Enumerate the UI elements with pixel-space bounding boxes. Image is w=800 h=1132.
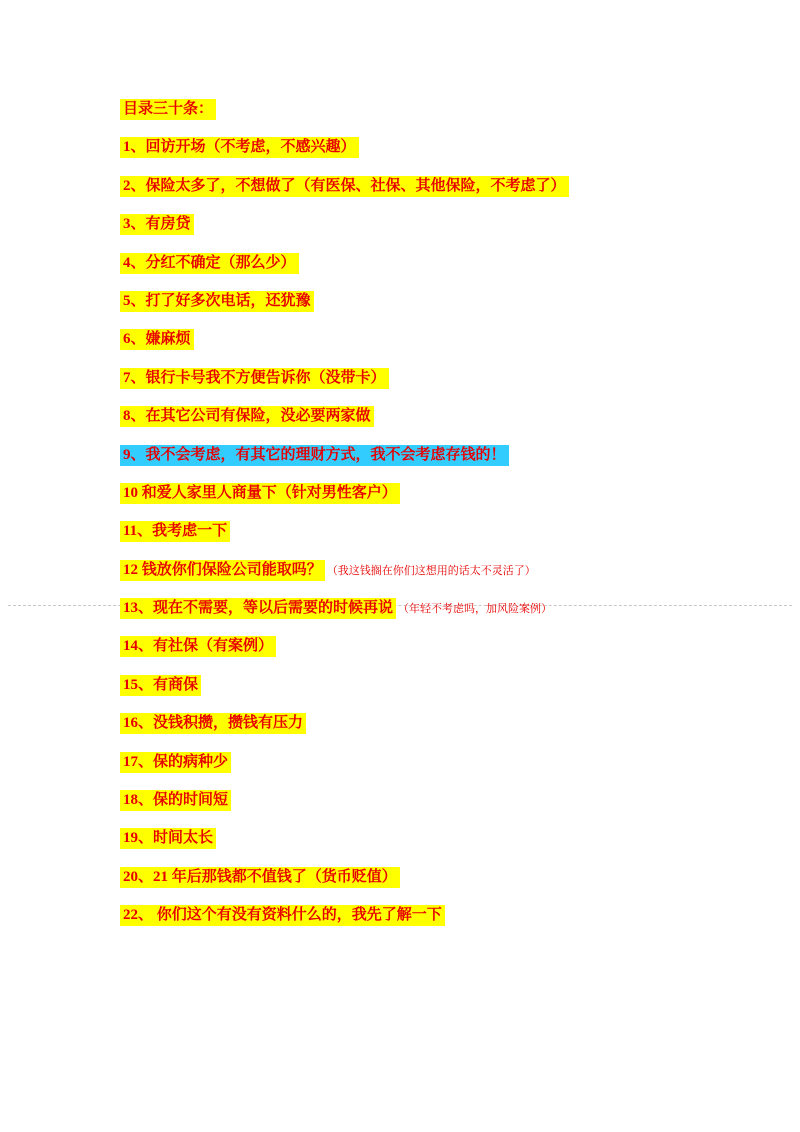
highlighted-text: 18、保的时间短	[120, 790, 231, 811]
highlighted-text: 7、银行卡号我不方便告诉你（没带卡）	[120, 368, 389, 389]
annotation-note: （我这钱搁在你们这想用的话太不灵活了）	[326, 564, 536, 577]
highlighted-text: 11、我考虑一下	[120, 521, 230, 542]
highlighted-text: 10 和爱人家里人商量下（针对男性客户）	[120, 483, 400, 504]
document-line	[120, 599, 720, 617]
document-line	[120, 484, 720, 502]
highlighted-text: 19、时间太长	[120, 828, 216, 849]
document-line	[120, 753, 720, 771]
highlighted-text: 20、21 年后那钱都不值钱了（货币贬值）	[120, 867, 400, 888]
highlighted-text: 1、回访开场（不考虑，不感兴趣）	[120, 137, 359, 158]
document-title-line	[120, 100, 720, 118]
highlighted-text: 15、有商保	[120, 675, 201, 696]
document-line	[120, 446, 720, 464]
highlighted-text: 4、分红不确定（那么少）	[120, 253, 299, 274]
document-line	[120, 522, 720, 540]
document-line	[120, 906, 720, 924]
document-line	[120, 177, 720, 195]
highlighted-text: 目录三十条：	[120, 99, 216, 120]
document-line	[120, 254, 720, 272]
highlighted-text: 17、保的病种少	[120, 752, 231, 773]
highlighted-text: 14、有社保（有案例）	[120, 636, 276, 657]
highlighted-text: 9、我不会考虑，有其它的理财方式，我不会考虑存钱的！	[120, 445, 509, 466]
document-line	[120, 868, 720, 886]
document-line	[120, 138, 720, 156]
document-body	[120, 100, 720, 945]
document-line	[120, 829, 720, 847]
annotation-note: （年轻不考虑吗，加风险案例）	[398, 603, 553, 616]
document-line	[120, 407, 720, 425]
highlighted-text: 8、在其它公司有保险，没必要两家做	[120, 406, 374, 427]
document-line	[120, 330, 720, 348]
highlighted-text: 12 钱放你们保险公司能取吗？	[120, 560, 325, 581]
document-line	[120, 561, 720, 579]
highlighted-text: 13、现在不需要，等以后需要的时候再说	[120, 598, 396, 619]
highlighted-text: 16、没钱积攒，攒钱有压力	[120, 713, 306, 734]
highlighted-text: 5、打了好多次电话，还犹豫	[120, 291, 314, 312]
document-line	[120, 215, 720, 233]
highlighted-text: 6、嫌麻烦	[120, 329, 194, 350]
highlighted-text: 3、有房贷	[120, 214, 194, 235]
highlighted-text: 2、保险太多了，不想做了（有医保、社保、其他保险，不考虑了）	[120, 176, 569, 197]
document-line	[120, 369, 720, 387]
document-line	[120, 292, 720, 310]
highlighted-text: 22、 你们这个有没有资料什么的，我先了解一下	[120, 905, 445, 926]
document-line	[120, 714, 720, 732]
document-line	[120, 676, 720, 694]
document-line	[120, 791, 720, 809]
document-line	[120, 637, 720, 655]
